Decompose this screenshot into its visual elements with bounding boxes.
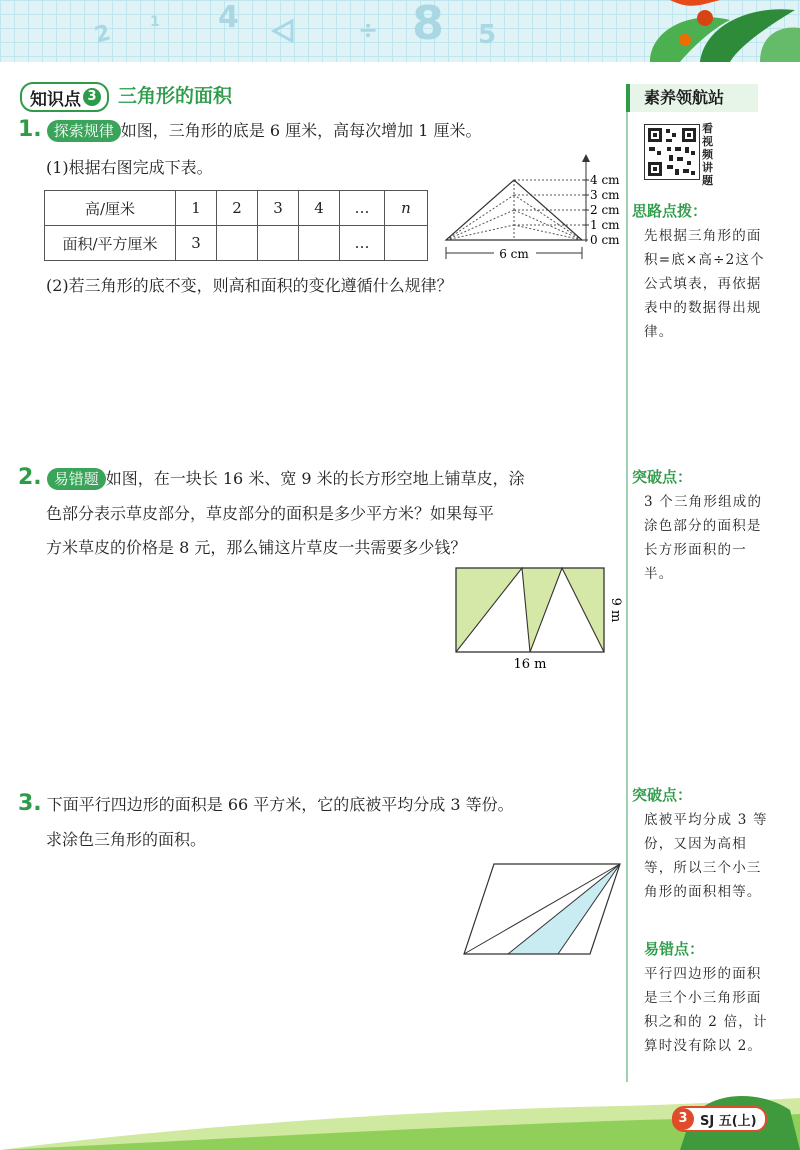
- tip-3-label: 突破点：: [632, 786, 693, 804]
- header-deco-digit: 2: [92, 20, 114, 49]
- question-1-table: [44, 190, 428, 261]
- knowledge-point-badge: [20, 82, 109, 112]
- table-cell: 高/厘米: [45, 191, 176, 226]
- header-deco-divide: ÷: [358, 16, 379, 44]
- table-cell: …: [340, 226, 385, 261]
- sidebar-title: 素养领航站: [626, 84, 758, 112]
- qr-caption: 看视频讲题: [702, 122, 713, 187]
- answer-cell[interactable]: [258, 226, 299, 261]
- question-2-rectangle-figure: [452, 564, 632, 674]
- question-1-triangle-figure: [436, 150, 626, 270]
- table-row: [45, 191, 428, 226]
- table-cell: …: [340, 191, 385, 226]
- knowledge-point-number: 3: [83, 88, 101, 106]
- figure-width-label: 9 m: [608, 597, 623, 623]
- answer-cell[interactable]: [385, 226, 428, 261]
- answer-cell[interactable]: [217, 226, 258, 261]
- question-2-number: 2.: [18, 465, 42, 490]
- tip-3-text: 底被平均分成 3 等份，又因为高相等，所以三个小三角形的面积相等。: [644, 812, 768, 900]
- table-cell: 3: [258, 191, 299, 226]
- leaf-decoration-icon: [610, 0, 800, 62]
- table-cell: 3: [176, 226, 217, 261]
- question-3-text: 下面平行四边形的面积是 66 平方米，它的底被平均分成 3 等份。: [46, 795, 514, 814]
- table-cell: 面积/平方厘米: [45, 226, 176, 261]
- tip-4-label: 易错点：: [644, 940, 705, 958]
- question-1-tag: 探索规律: [47, 120, 121, 142]
- tip-1-label: 思路点拨：: [632, 202, 708, 220]
- figure-height-label: 3 cm: [590, 188, 620, 202]
- figure-height-label: 2 cm: [590, 203, 620, 217]
- question-3-parallelogram-figure: [460, 856, 630, 960]
- tip-1-text: 先根据三角形的面积=底×高÷2这个公式填表，再依据表中的数据得出规律。: [644, 228, 765, 340]
- table-cell: 4: [299, 191, 340, 226]
- grass-region: [522, 568, 562, 652]
- tip-4-text: 平行四边形的面积是三个小三角形面积之和的 2 倍，计算时没有除以 2。: [644, 966, 768, 1054]
- section-title: 三角形的面积: [118, 85, 233, 107]
- sidebar-divider: [626, 112, 628, 1082]
- question-1-part-1: (1)根据右图完成下表。: [46, 158, 213, 177]
- question-2-line-2: 色部分表示草皮部分，草皮部分的面积是多少平方米？如果每平: [46, 504, 495, 523]
- tip-2-text: 3 个三角形组成的涂色部分的面积是长方形面积的一半。: [644, 494, 763, 582]
- page-number-badge: [672, 1106, 767, 1132]
- question-3-number: 3.: [18, 791, 42, 816]
- page-number: 3: [672, 1108, 694, 1130]
- question-2-tag: 易错题: [47, 468, 106, 490]
- table-row: [45, 226, 428, 261]
- figure-length-label: 16 m: [513, 657, 547, 672]
- table-cell: 2: [217, 191, 258, 226]
- table-cell: n: [385, 191, 428, 226]
- question-2-line-3: 方米草皮的价格是 8 元，那么铺这片草皮一共需要多少钱？: [46, 538, 467, 557]
- question-1-stem: [18, 116, 482, 145]
- book-code: SJ 五(上): [700, 1113, 757, 1129]
- figure-base-label: 6 cm: [499, 247, 529, 261]
- header-deco-digit: 8: [412, 0, 445, 50]
- header-deco-digit: 4: [218, 0, 239, 35]
- question-1-text: 如图，三角形的底是 6 厘米，高每次增加 1 厘米。: [120, 121, 482, 140]
- figure-height-label: 1 cm: [590, 218, 620, 232]
- knowledge-point-label: 知识点: [30, 89, 81, 110]
- question-3-line-2: 求涂色三角形的面积。: [46, 830, 207, 849]
- question-2-line-1: [18, 464, 525, 493]
- header-deco-digit: 1: [150, 14, 160, 30]
- qr-code-icon[interactable]: [644, 124, 700, 180]
- question-1-part-2: (2)若三角形的底不变，则高和面积的变化遵循什么规律？: [46, 276, 453, 295]
- figure-height-label: 0 cm: [590, 233, 620, 247]
- question-3-line-1: [18, 790, 514, 819]
- tip-2-label: 突破点：: [632, 468, 693, 486]
- question-1-number: 1.: [18, 117, 42, 142]
- header-deco-digit: 5: [478, 20, 497, 50]
- figure-height-label: 4 cm: [590, 173, 620, 187]
- table-cell: 1: [176, 191, 217, 226]
- question-2-text: 如图，在一块长 16 米、宽 9 米的长方形空地上铺草皮，涂: [105, 469, 525, 488]
- header-deco-triangle-icon: [270, 18, 296, 44]
- answer-cell[interactable]: [299, 226, 340, 261]
